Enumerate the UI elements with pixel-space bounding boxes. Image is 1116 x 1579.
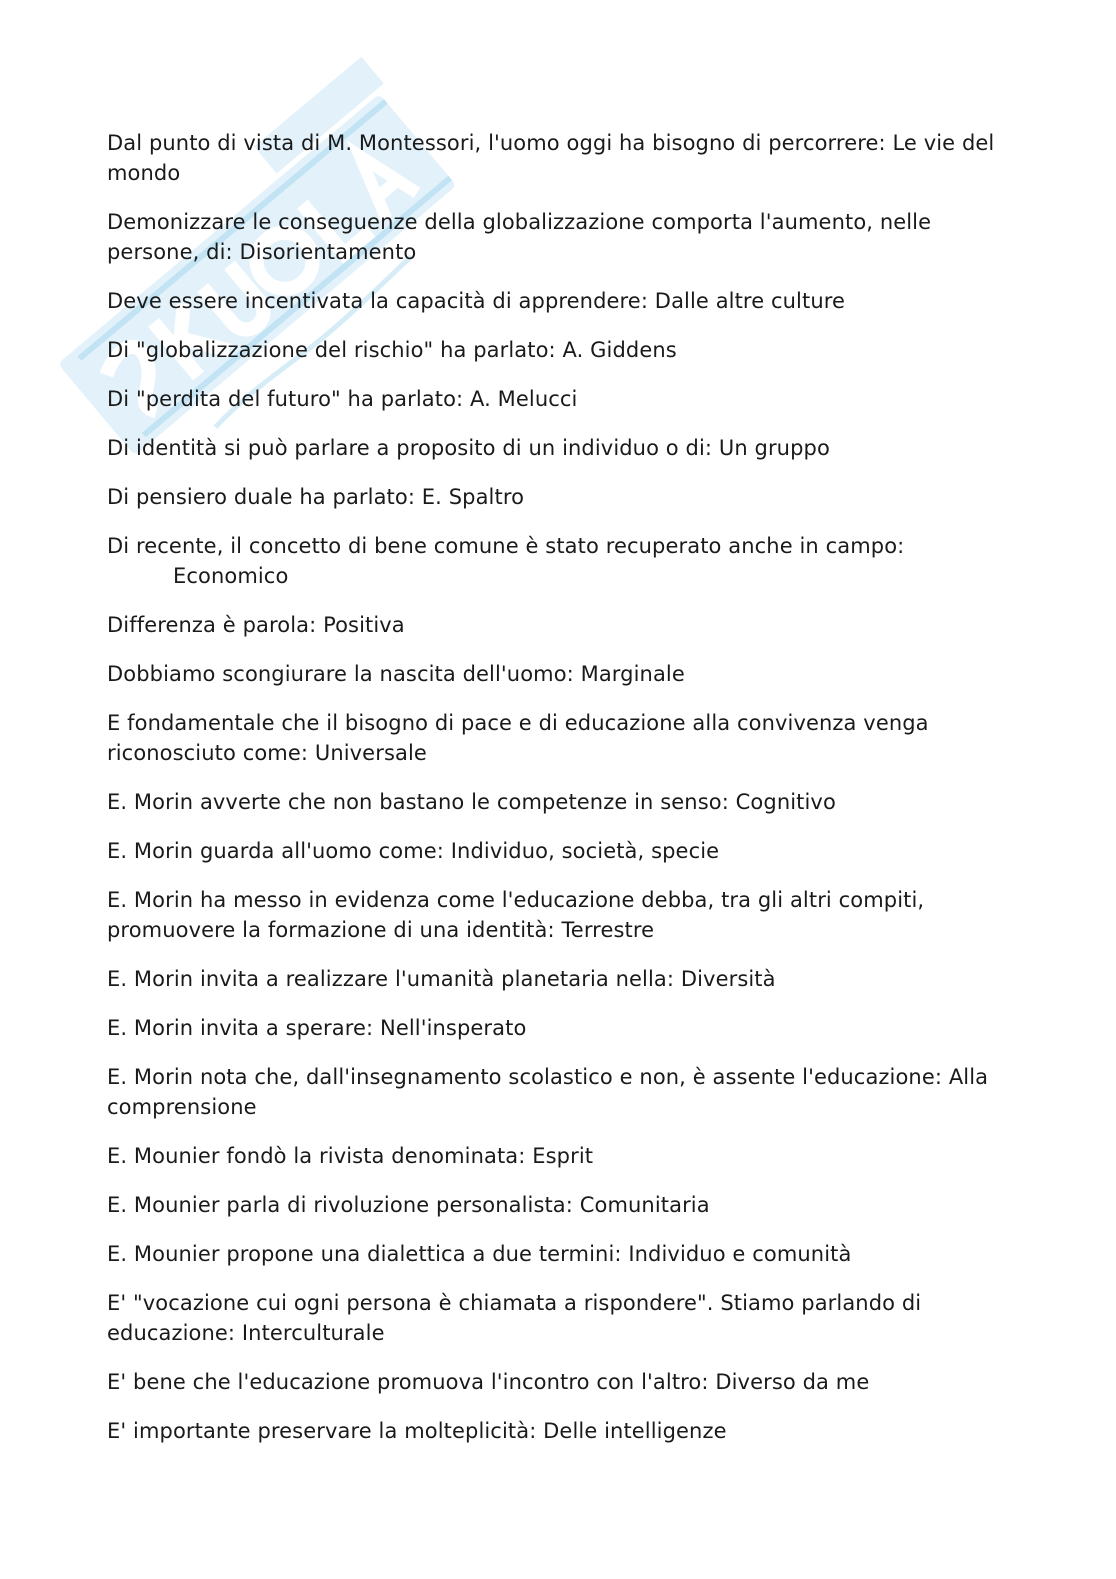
answer-text: Positiva <box>323 613 405 637</box>
qa-item <box>107 335 1022 365</box>
qa-item <box>107 1013 1022 1043</box>
question-text: E. Morin guarda all'uomo come: <box>107 839 444 863</box>
question-text: E fondamentale che il bisogno di pace e di educazione alla convivenza venga riconosciuto come: <box>107 711 929 765</box>
qa-item <box>107 433 1022 463</box>
qa-item <box>107 1062 1022 1122</box>
qa-item <box>107 1416 1022 1446</box>
question-text: Di "globalizzazione del rischio" ha parlato: <box>107 338 556 362</box>
answer-text: E. Spaltro <box>421 485 525 509</box>
qa-item <box>107 610 1022 640</box>
qa-item <box>107 1239 1022 1269</box>
answer-text: A. Giddens <box>562 338 677 362</box>
question-text: Di identità si può parlare a proposito di un individuo o di: <box>107 436 713 460</box>
qa-item <box>107 1367 1022 1397</box>
question-text: Deve essere incentivata la capacità di apprendere: <box>107 289 649 313</box>
qa-item <box>107 659 1022 689</box>
answer-text: Le vie del mondo <box>107 131 995 185</box>
question-text: Dobbiamo scongiurare la nascita dell'uomo: <box>107 662 574 686</box>
qa-item <box>107 286 1022 316</box>
qa-item <box>107 128 1022 188</box>
answer-text: Comunitaria <box>579 1193 710 1217</box>
qa-item <box>107 1288 1022 1348</box>
qa-item <box>107 1141 1022 1171</box>
answer-text: Individuo e comunità <box>628 1242 852 1266</box>
answer-text: Esprit <box>532 1144 594 1168</box>
question-text: E. Mounier propone una dialettica a due termini: <box>107 1242 622 1266</box>
answer-text: Alla comprensione <box>107 1065 989 1119</box>
question-text: Dal punto di vista di M. Montessori, l'uomo oggi ha bisogno di percorrere: <box>107 131 886 155</box>
question-text: Di "perdita del futuro" ha parlato: <box>107 387 464 411</box>
question-text: E. Morin invita a sperare: <box>107 1016 374 1040</box>
question-text: Di recente, il concetto di bene comune è stato recuperato anche in campo: <box>107 534 905 558</box>
question-text: E. Morin nota che, dall'insegnamento scolastico e non, è assente l'educazione: <box>107 1065 943 1089</box>
question-text: E' bene che l'educazione promuova l'incontro con l'altro: <box>107 1370 709 1394</box>
question-text: E. Morin invita a realizzare l'umanità planetaria nella: <box>107 967 675 991</box>
answer-text: Terrestre <box>561 918 655 942</box>
qa-item <box>107 708 1022 768</box>
qa-item <box>107 384 1022 414</box>
answer-text: Diversità <box>680 967 776 991</box>
question-text: E' importante preservare la molteplicità: <box>107 1419 537 1443</box>
question-text: Demonizzare le conseguenze della globalizzazione comporta l'aumento, nelle persone, di: <box>107 210 932 264</box>
answer-text: Diverso da me <box>715 1370 870 1394</box>
answer-text: Economico <box>173 564 289 588</box>
qa-item <box>107 964 1022 994</box>
answer-text: Disorientamento <box>239 240 417 264</box>
qa-item <box>107 1190 1022 1220</box>
qa-item <box>107 885 1022 945</box>
answer-text: Individuo, società, specie <box>450 839 720 863</box>
answer-text: Un gruppo <box>718 436 830 460</box>
qa-item <box>107 482 1022 512</box>
answer-text: Dalle altre culture <box>654 289 846 313</box>
answer-text: Universale <box>314 741 427 765</box>
answer-text: Nell'insperato <box>380 1016 527 1040</box>
question-text: E. Morin ha messo in evidenza come l'educazione debba, tra gli altri compiti, promuovere la formazione di una identità: <box>107 888 925 942</box>
answer-text: A. Melucci <box>470 387 578 411</box>
question-text: E' "vocazione cui ogni persona è chiamata a rispondere". Stiamo parlando di educazione: <box>107 1291 922 1345</box>
qa-item <box>107 836 1022 866</box>
question-text: Differenza è parola: <box>107 613 317 637</box>
answer-text: Cognitivo <box>735 790 836 814</box>
question-answer-list <box>107 128 1022 1465</box>
answer-text: Delle intelligenze <box>543 1419 727 1443</box>
qa-item <box>107 207 1022 267</box>
question-text: E. Morin avverte che non bastano le competenze in senso: <box>107 790 729 814</box>
answer-text: Interculturale <box>241 1321 385 1345</box>
qa-item <box>107 787 1022 817</box>
question-text: Di pensiero duale ha parlato: <box>107 485 416 509</box>
question-text: E. Mounier parla di rivoluzione personalista: <box>107 1193 573 1217</box>
answer-text: Marginale <box>580 662 685 686</box>
qa-item <box>107 531 1022 591</box>
question-text: E. Mounier fondò la rivista denominata: <box>107 1144 526 1168</box>
